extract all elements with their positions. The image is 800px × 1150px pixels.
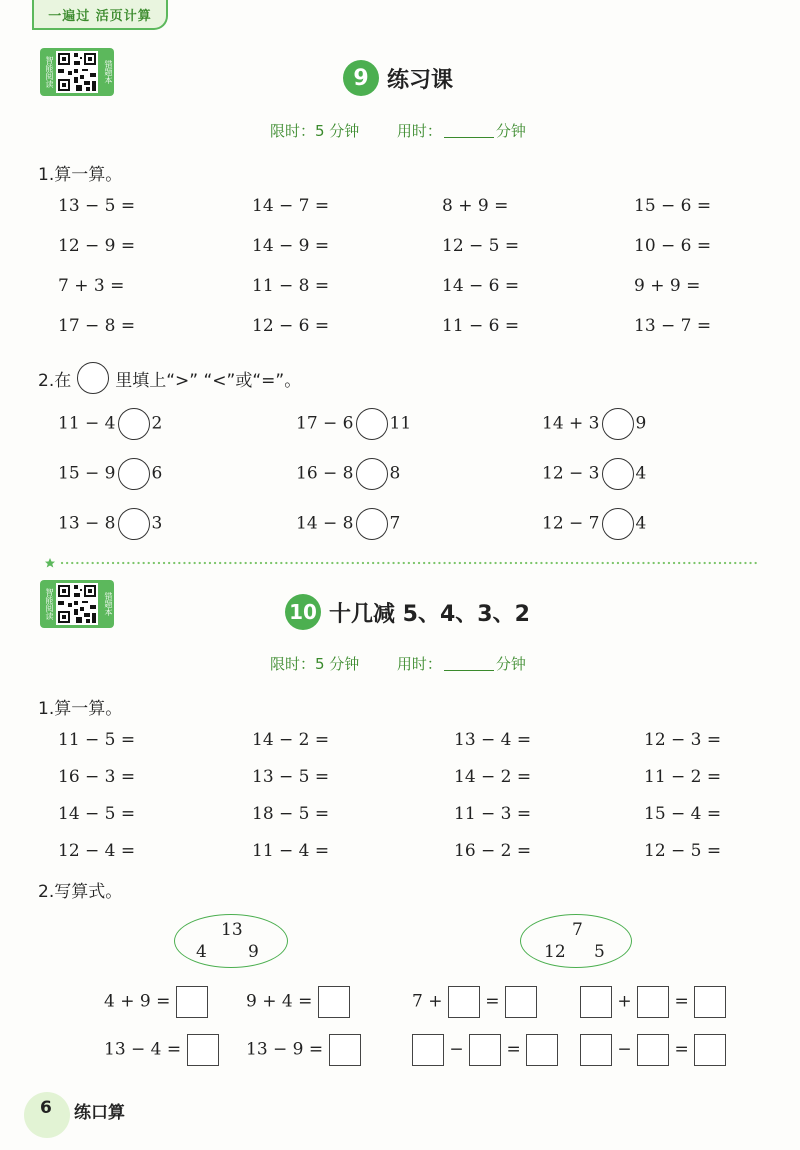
- timer-blank[interactable]: [444, 123, 494, 138]
- qr-side-right: 错题本: [104, 592, 113, 616]
- compare-right: 6: [151, 463, 163, 484]
- operator: =: [506, 1039, 521, 1060]
- compare-right: 2: [151, 413, 163, 434]
- compare-circle[interactable]: [118, 458, 150, 490]
- timer-2: [270, 653, 526, 674]
- operator: =: [674, 991, 689, 1012]
- equation: 12 − 5 =: [442, 236, 520, 256]
- star-icon: [45, 558, 55, 568]
- compare-left: 17 − 6: [296, 413, 354, 434]
- operator: +: [617, 991, 632, 1012]
- operator: −: [617, 1039, 632, 1060]
- oval-left-number: 4: [196, 942, 207, 962]
- operator: +: [428, 991, 443, 1012]
- compare-circle[interactable]: [118, 508, 150, 540]
- equation: 14 − 6 =: [442, 276, 520, 296]
- compare-right: 8: [389, 463, 401, 484]
- write-equation: [412, 1034, 558, 1066]
- equation: 15 − 4 =: [644, 804, 722, 824]
- equation: 12 − 3 =: [644, 730, 722, 750]
- compare-left: 14 + 3: [542, 413, 600, 434]
- equation-text: 4 + 9 =: [104, 991, 171, 1012]
- lesson-title-2: [285, 594, 530, 630]
- timer-unit: 分钟: [495, 122, 526, 140]
- answer-box[interactable]: [580, 1034, 612, 1066]
- compare-right: 9: [635, 413, 647, 434]
- equation: 14 − 2 =: [252, 730, 330, 750]
- compare-circle[interactable]: [356, 408, 388, 440]
- oval-top-number: 7: [572, 920, 583, 940]
- circle-icon: [77, 362, 109, 394]
- compare-right: 11: [389, 413, 412, 434]
- write-equation: [580, 986, 726, 1018]
- equation: 16 − 3 =: [58, 767, 136, 787]
- q2-suffix: 里填上“>” “<”或“=”。: [115, 370, 302, 391]
- answer-box[interactable]: [469, 1034, 501, 1066]
- equation: 12 − 9 =: [58, 236, 136, 256]
- compare-item: [58, 458, 162, 490]
- oval-right-number: 5: [594, 942, 605, 962]
- compare-left: 11 − 4: [58, 413, 116, 434]
- qr-code-icon[interactable]: [56, 583, 98, 625]
- page-number: 6: [40, 1098, 52, 1118]
- answer-box[interactable]: [318, 986, 350, 1018]
- equation: 12 − 6 =: [252, 316, 330, 336]
- compare-left: 16 − 8: [296, 463, 354, 484]
- timer-limit: 限时：5 分钟: [270, 655, 360, 673]
- answer-box[interactable]: [637, 986, 669, 1018]
- equation: 14 − 5 =: [58, 804, 136, 824]
- answer-box[interactable]: [694, 1034, 726, 1066]
- equation: 16 − 2 =: [454, 841, 532, 861]
- operator: =: [674, 1039, 689, 1060]
- answer-box[interactable]: [637, 1034, 669, 1066]
- write-equation: [246, 1034, 361, 1066]
- compare-right: 4: [635, 463, 647, 484]
- equation: 11 − 5 =: [58, 730, 136, 750]
- compare-circle[interactable]: [356, 458, 388, 490]
- equation: 12 − 5 =: [644, 841, 722, 861]
- compare-circle[interactable]: [602, 458, 634, 490]
- equation: 12 − 4 =: [58, 841, 136, 861]
- answer-box[interactable]: [580, 986, 612, 1018]
- lesson-number-badge: 9: [343, 60, 379, 96]
- operator: −: [449, 1039, 464, 1060]
- equation: 10 − 6 =: [634, 236, 712, 256]
- lesson-number-badge: 10: [285, 594, 321, 630]
- compare-right: 3: [151, 513, 163, 534]
- answer-box[interactable]: [412, 1034, 444, 1066]
- compare-left: 12 − 3: [542, 463, 600, 484]
- timer-used: 用时：: [396, 122, 442, 140]
- compare-item: [58, 508, 162, 540]
- timer-blank[interactable]: [444, 656, 494, 671]
- question-label: 1.算一算。: [38, 165, 123, 185]
- header-tab: 一遍过 活页计算: [32, 0, 168, 30]
- lesson-title-text: 十几减 5、4、3、2: [329, 601, 530, 627]
- equation-text: 13 − 9 =: [246, 1039, 324, 1060]
- oval-left-number: 12: [544, 942, 566, 962]
- dotted-divider: [44, 557, 759, 569]
- compare-circle[interactable]: [602, 408, 634, 440]
- equation: 14 − 7 =: [252, 196, 330, 216]
- equation: 11 − 2 =: [644, 767, 722, 787]
- timer-limit: 限时：5 分钟: [270, 122, 360, 140]
- compare-left: 12 − 7: [542, 513, 600, 534]
- compare-right: 4: [635, 513, 647, 534]
- compare-circle[interactable]: [356, 508, 388, 540]
- qr-block-2[interactable]: [40, 580, 114, 628]
- write-equation: [246, 986, 350, 1018]
- equation: 11 − 3 =: [454, 804, 532, 824]
- compare-item: [296, 408, 411, 440]
- equation: 11 − 6 =: [442, 316, 520, 336]
- compare-left: 15 − 9: [58, 463, 116, 484]
- compare-circle[interactable]: [118, 408, 150, 440]
- oval-top-number: 13: [221, 920, 243, 940]
- write-equation: [104, 986, 208, 1018]
- compare-item: [542, 458, 646, 490]
- qr-code-icon[interactable]: [56, 51, 98, 93]
- answer-box[interactable]: [448, 986, 480, 1018]
- lesson-title-1: [343, 60, 453, 96]
- qr-side-left: 智能阅读: [45, 56, 54, 88]
- oval-right-number: 9: [248, 942, 259, 962]
- equation: 13 − 4 =: [454, 730, 532, 750]
- equation: 17 − 8 =: [58, 316, 136, 336]
- q2-prefix: 2.在: [38, 370, 72, 391]
- compare-item: [58, 408, 162, 440]
- write-equation: [412, 986, 537, 1018]
- compare-left: 14 − 8: [296, 513, 354, 534]
- equation: 11 − 8 =: [252, 276, 330, 296]
- timer-used: 用时：: [396, 655, 442, 673]
- operator: =: [485, 991, 500, 1012]
- equation: 9 + 9 =: [634, 276, 701, 296]
- compare-item: [296, 458, 400, 490]
- equation: 13 − 7 =: [634, 316, 712, 336]
- compare-item: [296, 508, 400, 540]
- equation-text: 7: [412, 991, 423, 1012]
- answer-box[interactable]: [526, 1034, 558, 1066]
- compare-right: 7: [389, 513, 401, 534]
- equation: 8 + 9 =: [442, 196, 509, 216]
- lesson-title-text: 练习课: [387, 67, 454, 93]
- footer-title: 练口算: [74, 1103, 125, 1123]
- compare-left: 13 − 8: [58, 513, 116, 534]
- compare-item: [542, 408, 646, 440]
- equation: 14 − 2 =: [454, 767, 532, 787]
- equation-text: 9 + 4 =: [246, 991, 313, 1012]
- qr-side-left: 智能阅读: [45, 588, 54, 620]
- answer-box[interactable]: [176, 986, 208, 1018]
- timer-unit: 分钟: [495, 655, 526, 673]
- qr-block-1[interactable]: [40, 48, 114, 96]
- equation: 13 − 5 =: [252, 767, 330, 787]
- question-label-write: 2.写算式。: [38, 882, 123, 902]
- answer-box[interactable]: [505, 986, 537, 1018]
- write-equation: [104, 1034, 219, 1066]
- equation: 11 − 4 =: [252, 841, 330, 861]
- answer-box[interactable]: [694, 986, 726, 1018]
- equation: 15 − 6 =: [634, 196, 712, 216]
- write-equation: [580, 1034, 726, 1066]
- equation: 14 − 9 =: [252, 236, 330, 256]
- equation: 18 − 5 =: [252, 804, 330, 824]
- answer-box[interactable]: [187, 1034, 219, 1066]
- compare-item: [542, 508, 646, 540]
- answer-box[interactable]: [329, 1034, 361, 1066]
- question-label: 1.算一算。: [38, 699, 123, 719]
- compare-circle[interactable]: [602, 508, 634, 540]
- question-label-2: [38, 362, 301, 394]
- qr-side-right: 错题本: [104, 60, 113, 84]
- equation: 13 − 5 =: [58, 196, 136, 216]
- equation: 7 + 3 =: [58, 276, 125, 296]
- timer-1: [270, 120, 526, 141]
- equation-text: 13 − 4 =: [104, 1039, 182, 1060]
